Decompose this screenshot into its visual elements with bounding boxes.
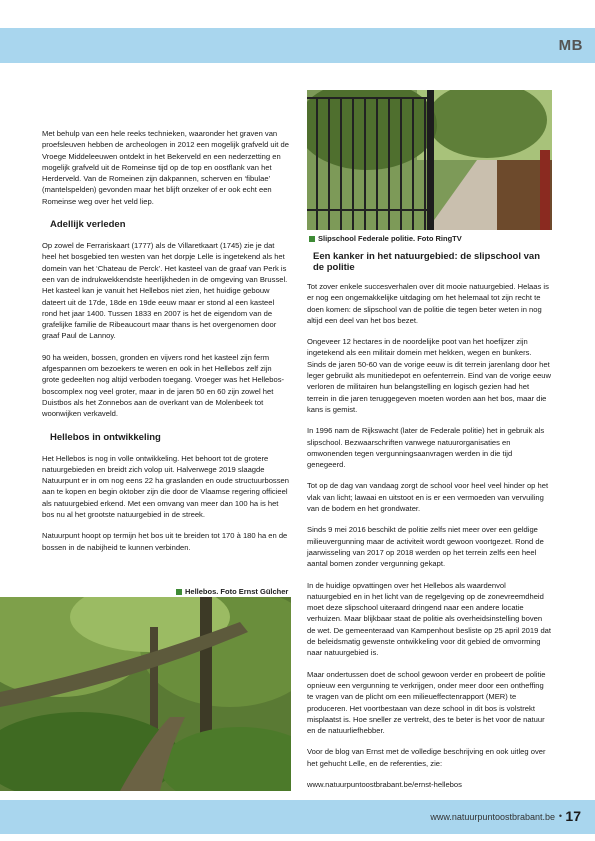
photo-hellebos-forest bbox=[0, 597, 291, 791]
caption-slipschool: Slipschool Federale politie. Foto RingTV bbox=[309, 234, 462, 243]
paragraph: Op zowel de Ferrariskaart (1777) als de Villaretkaart (1745) zie je dat heel het bosgebied ten westen van het dorpje Lelle is ingetekend als het domein van het ‘Chateau de Perck’. Het kasteel van de graaf van Perk is een van de indrukwekkendste heerlijkheden in de omgeving van Brussel. Het kasteel kan je vanuit het Hellebos niet zien, het huidige gebouw dateert uit de 17de, 18de en 19de eeuw maar er stond al een kasteel rond het jaar 1400. Tussen 1833 en 2007 is het de eigendom van de grafelijke familie de Ribeaucourt maar thans is het overgenomen door graaf Paul de Lannoy. bbox=[42, 241, 288, 341]
paragraph: In 1996 nam de Rijkswacht (later de Federale politie) het in gebruik als slipschool. Bezwaarschriften vanwege natuurorganisaties en omwonenden tegen vergunningsaanvragen werden in die tijd genegeerd. bbox=[307, 426, 545, 470]
paragraph: Ongeveer 12 hectares in de noordelijke poot van het hoefijzer zijn ingetekend als een militair domein met hekken, wegen en bunkers. Sinds de jaren 50-60 van de vorige eeuw is dit terrein jarenlang door het leger gebruikt als munitiedepot en oefenterrein. Eind van de vorige eeuw verloren de militairen hun belangstelling en logisch gezien had het terrein in die jaren teruggegeven moeten worden aan het bos, maar die kans is gemist. bbox=[307, 337, 551, 414]
caption-hellebos: Hellebos. Foto Ernst Gülcher bbox=[176, 587, 288, 596]
heading-slipschool: Een kanker in het natuurgebied: de slipschool van de politie bbox=[313, 251, 540, 273]
left-column bbox=[42, 128, 290, 563]
paragraph: Natuurpunt hoopt op termijn het bos uit te breiden tot 170 à 180 ha en de bossen in de nabijheid te kunnen verbinden. bbox=[42, 531, 288, 552]
photo-slipschool-gate bbox=[307, 90, 552, 230]
footer-band bbox=[0, 800, 595, 834]
paragraph: 90 ha weiden, bossen, gronden en vijvers rond het kasteel zijn ferm afgespannen om bezoekers te weren en ook in het Hellebos zelf zijn grote gedeelten nog altijd verboden toegang. Vroeger was het Hellebos-boscomplex nog veel groter, maar in de jaren 50 en 60 zijn zowel het Duistbos als het Zonnebos aan de overkant van de Molenbeek tot woonwijken verkaveld. bbox=[42, 352, 285, 419]
footer-url[interactable]: www.natuurpuntoostbrabant.be bbox=[430, 812, 555, 822]
paragraph: Het Hellebos is nog in volle ontwikkeling. Het behoort tot de grotere natuurgebieden en breidt zich volop uit. Halverwege 2019 slaagde Natuurpunt er in om nog eens 22 ha graslanden en oude structuurbossen aan te kopen en begin oktober zijn die door de Vlaamse regering officieel als natuurgebied erkend. Met een omvang van meer dan 100 ha is het bos nu al het grootste natuurgebied in de streek. bbox=[42, 453, 289, 520]
paragraph: In de huidige opvattingen over het Hellebos als waardenvol natuurgebied en in het licht van de regelgeving op de zonevreemdheid moet deze slipschool uiteraard dringend naar een andere locatie verhuizen. Maar blijkbaar staat de politie als overheidsinstelling boven de wet. De gemeenteraad van Kampenhout besliste op 25 april 2019 dat de beleidsmatig gewenste ontwikkeling voor dit gebied de omvorming naar natuurgebied is. bbox=[307, 580, 552, 658]
caption-square-icon bbox=[309, 236, 315, 242]
caption-square-icon bbox=[176, 589, 182, 595]
blog-link[interactable]: www.natuurpuntoostbrabant.be/ernst-hellebos bbox=[307, 779, 462, 789]
heading-adellijk: Adellijk verleden bbox=[50, 219, 126, 231]
footer-separator: • bbox=[558, 811, 562, 821]
page-number: 17 bbox=[565, 808, 581, 824]
heading-hellebos: Hellebos in ontwikkeling bbox=[50, 431, 161, 443]
paragraph: Tot zover enkele succesverhalen over dit mooie natuurgebied. Helaas is er nog een ongemakkelijke uitdaging om het helemaal tot zijn recht te doen komen: de slipschool van de politie die tegen beter weten in nog altijd een deel van het bos bezet. bbox=[307, 282, 549, 325]
intro-paragraph: Met behulp van een hele reeks technieken, waaronder het graven van proefsleuven hebben de archeologen in 2012 een mogelijk grafveld uit de Vroege Middeleeuwen ontdekt in het Bekerveld en een nederzetting en mogelijk grafveld uit de Romeinse tijd op de top en oostflank van het Herderveld. Van de Romeinen zijn dakpannen, scherven en ‘fibulae’ (mantelspelden) gevonden maar het blijft onzeker of er ook echt een Romeinse weg over het veld liep. bbox=[42, 129, 289, 206]
section-tag: MB bbox=[558, 37, 583, 54]
right-column bbox=[307, 281, 552, 800]
paragraph: Maar ondertussen doet de school gewoon verder en probeert de politie opnieuw een vergunning te verkrijgen, onder meer door een ontheffing te vragen van de plicht om een milieueffectenrapport (MER) te produceren. Het voortbestaan van deze school in dit bos is volstrekt misplaatst is. Hoe sneller ze vertrekt, des te beter is het voor de natuur en de natuurliefhebber. bbox=[307, 669, 546, 736]
header-band bbox=[0, 28, 595, 63]
paragraph: Voor de blog van Ernst met de volledige beschrijving en ook uitleg over het gehucht Lelle, en de referenties, zie: bbox=[307, 747, 546, 768]
paragraph: Sinds 9 mei 2016 beschikt de politie zelfs niet meer over een geldige milieuvergunning maar de activiteit wordt gewoon voortgezet. Rond de jaarwisseling van 2017 op 2018 werden op het terrein zelfs een heel aantal bomen zonder vergunning gekapt. bbox=[307, 525, 544, 569]
paragraph: Tot op de dag van vandaag zorgt de school voor heel veel hinder op het vlak van licht; lawaai en uitstoot en is er een vermoeden van vervuiling van de bodem en het grondwater. bbox=[307, 481, 549, 514]
